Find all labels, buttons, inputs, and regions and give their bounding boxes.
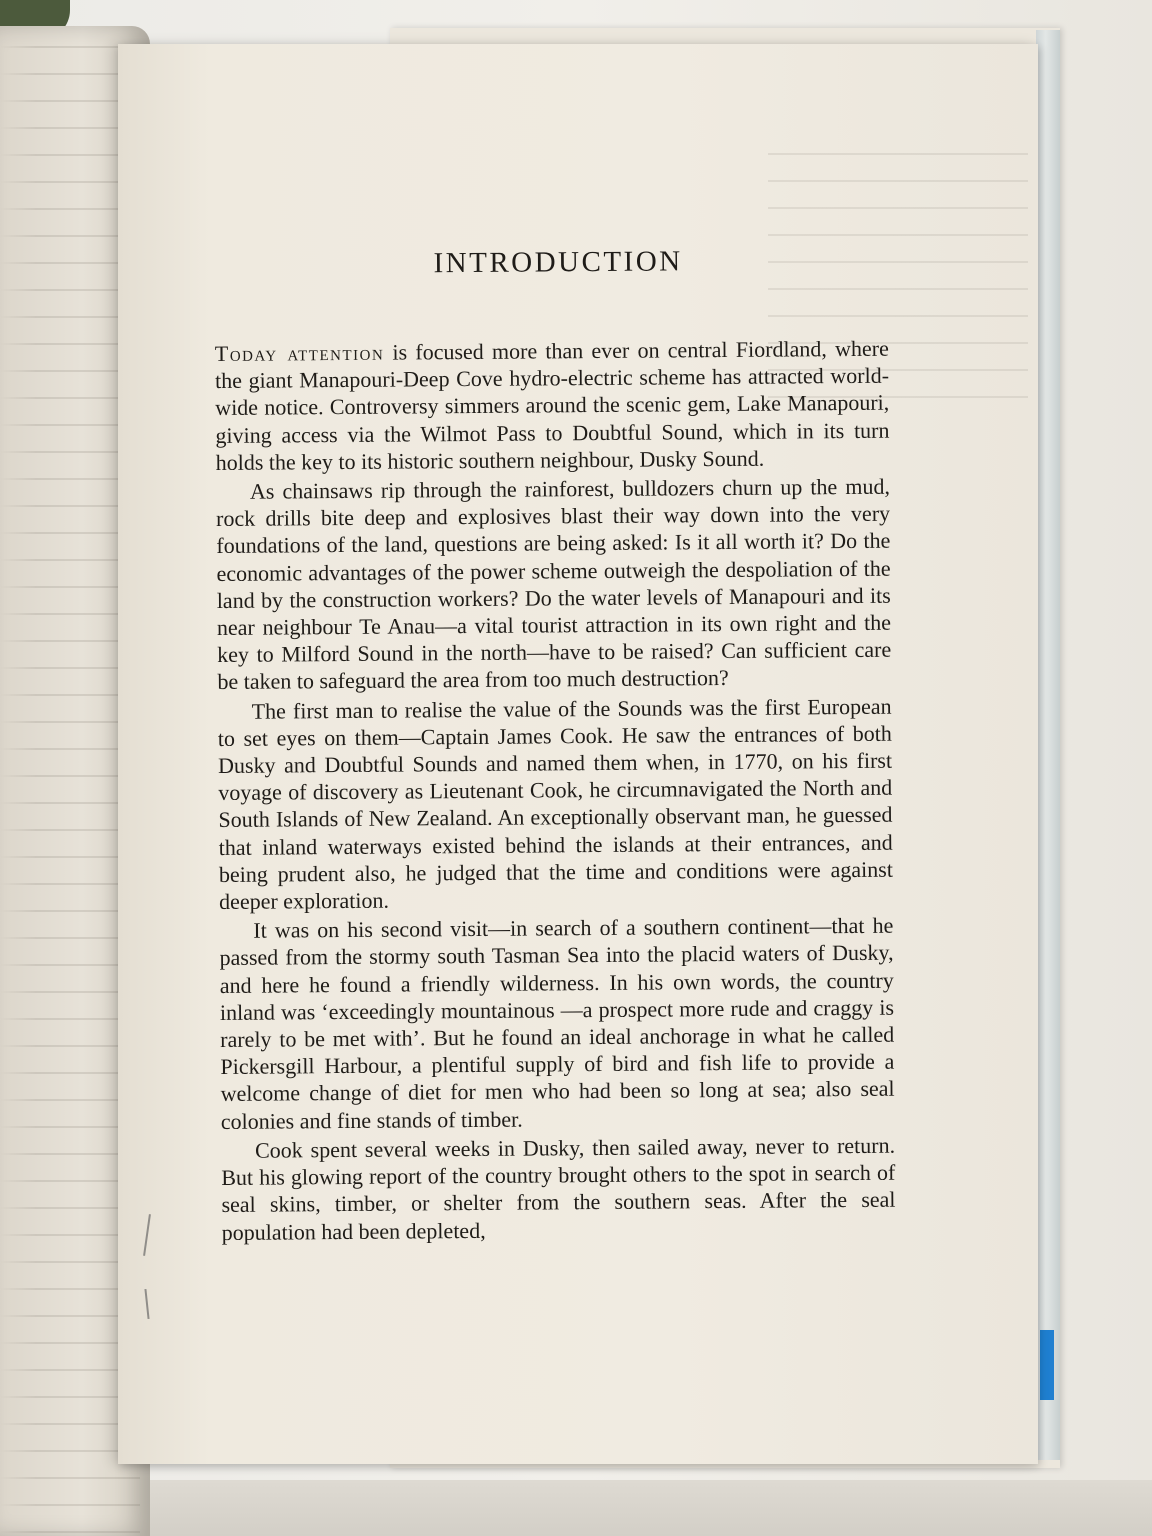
right-page <box>118 44 1038 1464</box>
paragraph-1 <box>215 335 890 476</box>
chapter-title: INTRODUCTION <box>433 245 683 280</box>
paragraph-5: Cook spent several weeks in Dusky, then sailed away, never to return. But his glowing report of the country brought others to the spot in search of seal skins, timber, or shelter from the southern seas. After the seal population had been depleted, <box>221 1132 896 1245</box>
page-text-block <box>214 244 896 1246</box>
table-surface <box>0 1480 1152 1536</box>
paragraph-text: is focused more than ever on central Fiordland, where the giant Manapouri-Deep Cove hydro-electric scheme has attracted world-wide notice. Controversy simmers around the scenic gem, Lake Manapouri, giving access via the Wilmot Pass to Doubtful Sound, which in its turn holds the key to its historic southern neighbour, Dusky Sound. <box>214 335 890 475</box>
pencil-mark <box>144 1289 149 1319</box>
dust-jacket-edge <box>1036 30 1060 1460</box>
pencil-mark <box>143 1214 151 1256</box>
paragraph-lead: Today attention <box>214 339 385 366</box>
paragraph-3: The first man to realise the value of the Sounds was the first European to set eyes on them—Captain James Cook. He saw the entrances of both Dusky and Doubtful Sounds and named them when, in 1770, on his first voyage of discovery as Lieutenant Cook, he circumnavigated the North and South Islands of New Zealand. An exceptionally observant man, he guessed that inland waterways existed behind the islands at their entrances, and being prudent also, he judged that the time and conditions were against deeper exploration. <box>217 693 893 915</box>
dust-jacket-blue-strip <box>1040 1330 1054 1400</box>
paragraph-4: It was on his second visit—in search of a southern continent—that he passed from the stormy south Tasman Sea into the placid waters of Dusky, and here he found a friendly wilderness. In his own words, the country inland was ‘exceedingly mountainous —a prospect more rude and craggy is rarely to be met with’. But he found an ideal anchorage in what he called Pickersgill Harbour, a plentiful supply of bird and fish life to provide a welcome change of diet for men who had been so long at sea; also seal colonies and fine stands of timber. <box>219 912 895 1134</box>
paragraph-2: As chainsaws rip through the rainforest, bulldozers churn up the mud, rock drills bite deep and explosives blast their way down into the very foundations of the land, questions are being asked: Is it all worth it? Do the economic advantages of the power scheme outweigh the despoliation of the land by the construction workers? Do the water levels of Manapouri and its near neighbour Te Anau—a vital tourist attraction in its own right and the key to Milford Sound in the north—have to be raised? Can sufficient care be taken to safeguard the area from too much destruction? <box>216 473 892 695</box>
